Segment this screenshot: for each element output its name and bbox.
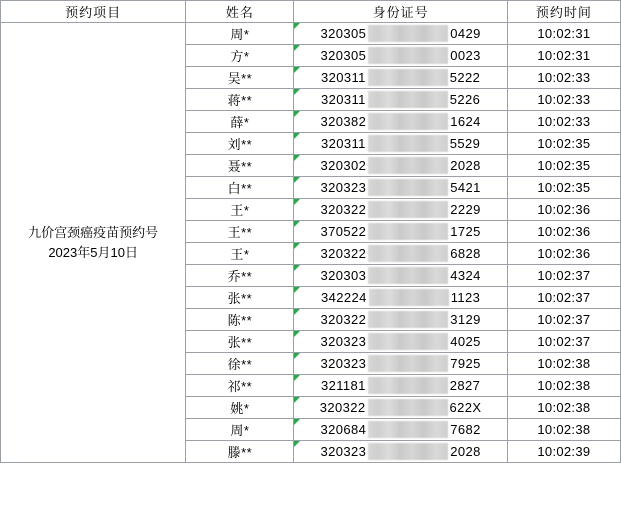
- id-number-wrapper: [294, 441, 506, 462]
- id-number-wrapper: [294, 23, 506, 44]
- id-number-cell: [294, 155, 507, 177]
- header-row: [1, 1, 621, 23]
- time-cell: 10:02:35: [507, 155, 620, 177]
- id-number-wrapper: [294, 353, 506, 374]
- name-cell: 姚*: [186, 397, 294, 419]
- id-prefix: 342224: [320, 290, 367, 305]
- name-cell: 周*: [186, 23, 294, 45]
- id-suffix: 7682: [450, 422, 481, 437]
- id-prefix: 320305: [320, 26, 367, 41]
- id-suffix: 5226: [449, 92, 481, 107]
- time-cell: 10:02:31: [507, 45, 620, 67]
- header-name: 姓名: [186, 1, 294, 23]
- id-number-cell: [294, 243, 507, 265]
- name-cell: 王*: [186, 243, 294, 265]
- redaction-blur-icon: [368, 399, 448, 416]
- id-number-cell: [294, 397, 507, 419]
- id-number-cell: [294, 45, 507, 67]
- id-number-wrapper: [294, 45, 506, 66]
- id-prefix: 320322: [320, 246, 367, 261]
- id-number-wrapper: [294, 155, 506, 176]
- redaction-blur-icon: [368, 135, 448, 152]
- time-cell: 10:02:36: [507, 199, 620, 221]
- id-number-cell: [294, 331, 507, 353]
- time-cell: 10:02:37: [507, 287, 620, 309]
- id-number-wrapper: [294, 309, 506, 330]
- name-cell: 乔**: [186, 265, 294, 287]
- name-cell: 祁**: [186, 375, 294, 397]
- redaction-blur-icon: [368, 157, 448, 174]
- table-row: [1, 23, 621, 45]
- time-cell: 10:02:39: [507, 441, 620, 463]
- project-title: 九价宫颈癌疫苗预约号: [28, 224, 159, 240]
- time-cell: 10:02:37: [507, 265, 620, 287]
- id-number-wrapper: [294, 177, 506, 198]
- id-suffix: 7925: [450, 356, 481, 371]
- name-cell: 刘**: [186, 133, 294, 155]
- id-number-cell: [294, 23, 507, 45]
- time-cell: 10:02:31: [507, 23, 620, 45]
- id-suffix: 0023: [450, 48, 481, 63]
- id-suffix: 4324: [450, 268, 481, 283]
- time-cell: 10:02:38: [507, 419, 620, 441]
- time-cell: 10:02:33: [507, 89, 620, 111]
- id-number-wrapper: [294, 243, 506, 264]
- time-cell: 10:02:35: [507, 177, 620, 199]
- id-suffix: 1123: [450, 290, 481, 305]
- id-number-wrapper: [294, 331, 506, 352]
- id-number-wrapper: [294, 221, 506, 242]
- id-number-cell: [294, 199, 507, 221]
- header-time: 预约时间: [507, 1, 620, 23]
- table-header: [1, 1, 621, 23]
- id-number-cell: [294, 111, 507, 133]
- redaction-blur-icon: [368, 201, 448, 218]
- id-prefix: 320311: [320, 70, 366, 85]
- time-cell: 10:02:33: [507, 111, 620, 133]
- name-cell: 薛*: [186, 111, 294, 133]
- id-number-cell: [294, 353, 507, 375]
- id-number-cell: [294, 375, 507, 397]
- id-number-cell: [294, 287, 507, 309]
- id-number-wrapper: [294, 67, 506, 88]
- name-cell: 张**: [186, 287, 294, 309]
- name-cell: 张**: [186, 331, 294, 353]
- redaction-blur-icon: [368, 443, 448, 460]
- name-cell: 白**: [186, 177, 294, 199]
- id-suffix: 6828: [450, 246, 481, 261]
- id-prefix: 320311: [320, 92, 366, 107]
- redaction-blur-icon: [368, 113, 448, 130]
- redaction-blur-icon: [368, 223, 448, 240]
- redaction-blur-icon: [368, 245, 448, 262]
- id-suffix: 622X: [449, 400, 482, 415]
- time-cell: 10:02:38: [507, 375, 620, 397]
- name-cell: 周*: [186, 419, 294, 441]
- id-suffix: 2028: [450, 158, 481, 173]
- id-number-wrapper: [294, 287, 506, 308]
- name-cell: 王**: [186, 221, 294, 243]
- id-prefix: 320323: [320, 334, 367, 349]
- redaction-blur-icon: [368, 311, 448, 328]
- id-number-cell: [294, 89, 507, 111]
- time-cell: 10:02:38: [507, 397, 620, 419]
- id-number-wrapper: [294, 89, 506, 110]
- id-number-wrapper: [294, 199, 506, 220]
- id-prefix: 370522: [320, 224, 367, 239]
- redaction-blur-icon: [368, 333, 448, 350]
- id-prefix: 320684: [320, 422, 367, 437]
- id-number-cell: [294, 419, 507, 441]
- name-cell: 聂**: [186, 155, 294, 177]
- id-prefix: 320323: [320, 444, 367, 459]
- redaction-blur-icon: [368, 355, 448, 372]
- id-suffix: 0429: [450, 26, 481, 41]
- time-cell: 10:02:37: [507, 331, 620, 353]
- name-cell: 滕**: [186, 441, 294, 463]
- id-number-cell: [294, 67, 507, 89]
- name-cell: 蒋**: [186, 89, 294, 111]
- redaction-blur-icon: [368, 47, 448, 64]
- time-cell: 10:02:38: [507, 353, 620, 375]
- redaction-blur-icon: [368, 69, 448, 86]
- redaction-blur-icon: [368, 421, 448, 438]
- id-number-wrapper: [294, 419, 506, 440]
- id-suffix: 5222: [449, 70, 481, 85]
- id-prefix: 320322: [320, 312, 367, 327]
- id-prefix: 320323: [320, 180, 367, 195]
- id-prefix: 320322: [320, 202, 367, 217]
- project-date: 2023年5月10日: [48, 244, 138, 260]
- id-number-wrapper: [294, 133, 506, 154]
- id-number-wrapper: [294, 111, 506, 132]
- name-cell: 吴**: [186, 67, 294, 89]
- id-suffix: 1725: [450, 224, 481, 239]
- name-cell: 陈**: [186, 309, 294, 331]
- id-suffix: 3129: [450, 312, 481, 327]
- project-cell: [1, 23, 186, 463]
- id-prefix: 320303: [320, 268, 367, 283]
- time-cell: 10:02:37: [507, 309, 620, 331]
- id-suffix: 5529: [449, 136, 481, 151]
- redaction-blur-icon: [368, 91, 448, 108]
- time-cell: 10:02:36: [507, 221, 620, 243]
- time-cell: 10:02:36: [507, 243, 620, 265]
- id-number-wrapper: [294, 375, 506, 396]
- id-number-cell: [294, 177, 507, 199]
- id-number-cell: [294, 133, 507, 155]
- id-number-wrapper: [294, 265, 506, 286]
- time-cell: 10:02:33: [507, 67, 620, 89]
- id-suffix: 2028: [450, 444, 481, 459]
- name-cell: 方*: [186, 45, 294, 67]
- id-suffix: 2229: [450, 202, 481, 217]
- id-prefix: 320322: [319, 400, 366, 415]
- time-cell: 10:02:35: [507, 133, 620, 155]
- id-number-cell: [294, 221, 507, 243]
- id-number-cell: [294, 309, 507, 331]
- name-cell: 王*: [186, 199, 294, 221]
- id-number-cell: [294, 265, 507, 287]
- redaction-blur-icon: [368, 377, 448, 394]
- header-project: 预约项目: [1, 1, 186, 23]
- redaction-blur-icon: [368, 179, 448, 196]
- id-prefix: 321181: [320, 378, 366, 393]
- id-prefix: 320382: [320, 114, 367, 129]
- id-prefix: 320323: [320, 356, 367, 371]
- id-number-wrapper: [294, 397, 506, 418]
- header-id-number: 身份证号: [294, 1, 507, 23]
- id-suffix: 2827: [449, 378, 481, 393]
- id-suffix: 4025: [450, 334, 481, 349]
- id-prefix: 320302: [320, 158, 367, 173]
- id-number-cell: [294, 441, 507, 463]
- redaction-blur-icon: [369, 289, 449, 306]
- id-suffix: 5421: [450, 180, 481, 195]
- name-cell: 徐**: [186, 353, 294, 375]
- id-prefix: 320311: [320, 136, 366, 151]
- redaction-blur-icon: [368, 25, 448, 42]
- redaction-blur-icon: [368, 267, 448, 284]
- id-prefix: 320305: [320, 48, 367, 63]
- id-suffix: 1624: [450, 114, 481, 129]
- table-body: [1, 23, 621, 463]
